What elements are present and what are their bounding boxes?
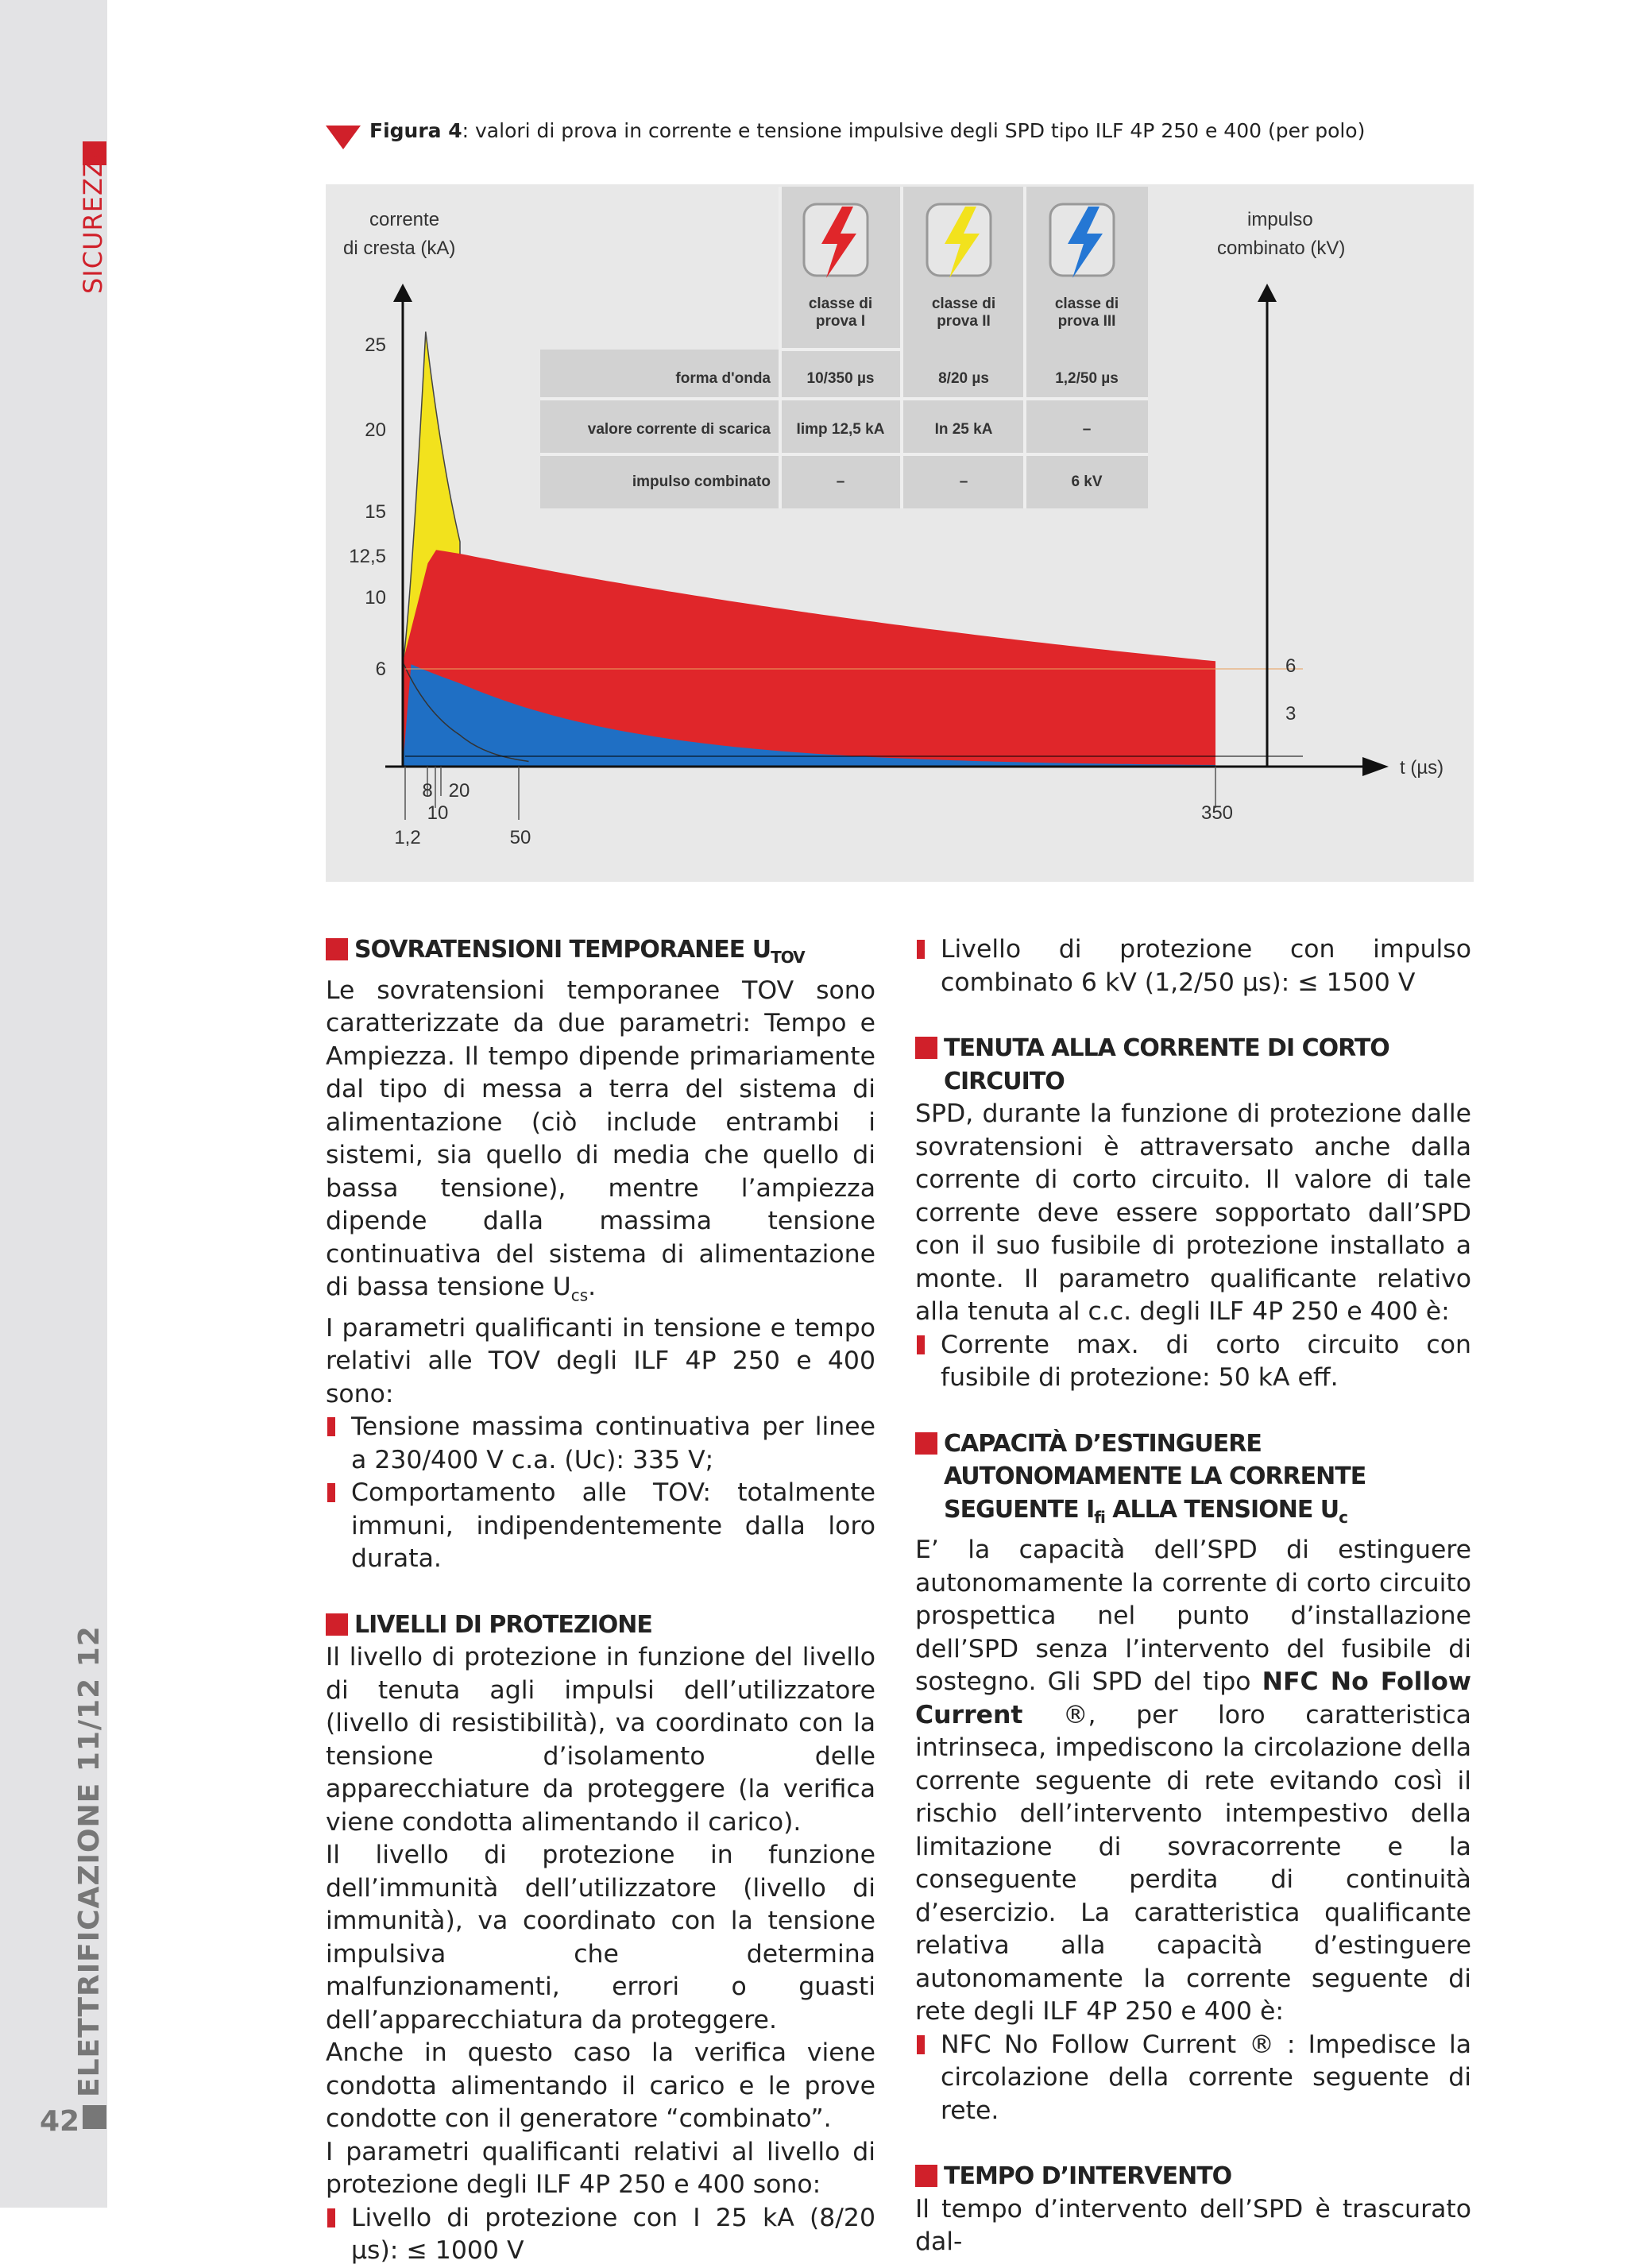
page-number: 42 xyxy=(40,2105,80,2138)
left-column xyxy=(326,933,875,2268)
list-protection xyxy=(326,2202,875,2268)
class-3-line1: classe di xyxy=(1054,296,1119,312)
heading-response-time: TEMPO D’INTERVENTO xyxy=(915,2160,1471,2193)
heading-square-icon xyxy=(326,938,348,960)
x-tick-20: 20 xyxy=(448,780,470,802)
class-1-icon xyxy=(804,204,868,278)
list-short-circuit xyxy=(915,1329,1471,1395)
left-tick-6: 6 xyxy=(375,659,386,680)
cell-combined-2: – xyxy=(959,473,968,490)
magazine-marker xyxy=(83,2105,106,2129)
paragraph-response-time: Il tempo d’intervento dell’SPD è trascurato dal- xyxy=(915,2194,1471,2256)
cell-combined-1: – xyxy=(836,473,845,490)
cell-waveform-2: 8/20 µs xyxy=(938,370,989,387)
list-protection-cont xyxy=(915,933,1471,999)
surge-chart xyxy=(326,184,1474,882)
list-extinguish xyxy=(915,2029,1471,2128)
x-tick-50: 50 xyxy=(509,827,531,848)
section-label: SICUREZZA xyxy=(78,141,108,294)
list-tov xyxy=(326,1411,875,1576)
x-tick-1-2: 1,2 xyxy=(394,827,421,848)
cell-current-3: – xyxy=(1082,421,1092,438)
class-1-line1: classe di xyxy=(808,296,873,312)
class-3-icon xyxy=(1050,204,1114,278)
paragraph-protection-4: I parametri qualificanti relativi al livello di protezione degli ILF 4P 250 e 400 sono: xyxy=(326,2137,875,2200)
figure-caption xyxy=(369,119,1365,142)
row-label-waveform: forma d'onda xyxy=(675,370,771,387)
bullet-bar-icon xyxy=(917,2035,925,2054)
x-axis-arrow-icon xyxy=(1362,757,1389,776)
left-axis-label-1: corrente xyxy=(369,209,440,230)
cell-waveform-3: 1,2/50 µs xyxy=(1055,370,1119,387)
figure-caption-text: : valori di prova in corrente e tensione impulsive degli SPD tipo ILF 4P 250 e 400 (per polo) xyxy=(462,119,1366,142)
x-tick-8: 8 xyxy=(422,780,433,802)
heading-extinguish: CAPACITÀ D’ESTINGUERE AUTONOMAMENTE LA CORRENTE SEGUENTE $I_{fi}$ ALLA TENSIONE $U_c$ xyxy=(915,1428,1471,1535)
class-2-line1: classe di xyxy=(931,296,996,312)
right-tick-6: 6 xyxy=(1285,655,1297,677)
heading-square-icon xyxy=(915,1432,937,1455)
heading-protection-levels: LIVELLI DI PROTEZIONE xyxy=(326,1609,875,1642)
caption-triangle-icon xyxy=(326,126,361,149)
left-tick-10: 10 xyxy=(365,587,386,609)
list-item: Corrente max. di corto circuito con fusibile di protezione: 50 kA eff. xyxy=(915,1329,1471,1395)
cell-current-2: In 25 kA xyxy=(934,421,993,438)
paragraph-protection-1: Il livello di protezione in funzione del livello di tenuta agli impulsi dell’utilizzatore (livello di resistibilità), va coordinato con la tensione d’isolamento delle apparecchiature da proteggere (la verifica viene condotta alimentando il carico). xyxy=(326,1643,875,1837)
class-2-icon xyxy=(927,204,991,278)
left-axis-arrow-icon xyxy=(393,284,412,302)
right-tick-3: 3 xyxy=(1285,703,1297,724)
x-tick-10: 10 xyxy=(427,802,449,824)
bullet-bar-icon xyxy=(327,2208,335,2227)
magazine-label: ELETTRIFICAZIONE 11/12 12 xyxy=(73,1625,106,2097)
bullet-bar-icon xyxy=(917,1335,925,1354)
heading-tov: SOVRATENSIONI TEMPORANEE $U_{TOV}$ xyxy=(326,933,875,975)
cell-waveform-1: 10/350 µs xyxy=(806,370,875,387)
left-tick-15: 15 xyxy=(365,501,386,523)
left-tick-12-5: 12,5 xyxy=(349,546,386,567)
class-3-line2: prova III xyxy=(1057,313,1116,330)
figure-label: Figura 4 xyxy=(369,119,462,142)
left-tick-25: 25 xyxy=(365,334,386,356)
bullet-bar-icon xyxy=(327,1417,335,1436)
paragraph-protection-2: Il livello di protezione in funzione dell’immunità dell’utilizzatore (livello di immunità), va coordinato con la tensione impulsiva che determina malfunzionamenti, errori o guasti dell’apparecchiatura da proteggere. xyxy=(326,1841,875,2034)
right-column xyxy=(915,933,1471,2259)
bullet-bar-icon xyxy=(917,940,925,959)
right-axis-arrow-icon xyxy=(1258,284,1277,302)
row-label-current: valore corrente di scarica xyxy=(587,421,771,438)
right-axis-label-2: combinato (kV) xyxy=(1217,238,1346,259)
x-tick-350: 350 xyxy=(1200,802,1234,824)
class-2-line2: prova II xyxy=(937,313,991,330)
paragraph-tov: Le sovratensioni temporanee TOV sono caratterizzate da due parametri: Tempo e Ampiezza. Il tempo dipende primariamente dal tipo di messa a terra del sistema di alimentazione (ciò include entrambi i sistemi, sia quello di media che quello di bassa tensione), mentre l’ampiezza dipende dalla massima tensione continuativa del sistema di alimentazione di bassa tensione $U_{cs}$. xyxy=(326,976,875,1305)
heading-square-icon xyxy=(326,1613,348,1636)
heading-short-circuit: TENUTA ALLA CORRENTE DI CORTO CIRCUITO xyxy=(915,1032,1471,1098)
paragraph-extinguish: E’ la capacità dell’SPD di estinguere autonomamente la corrente di corto circuito prospettica nel punto d’installazione dell’SPD senza l’intervento del fusibile di sostegno. Gli SPD del tipo NFC No Follow Current ®, per loro caratteristica intrinseca, impediscono la circolazione della corrente seguente di rete evitando così il rischio dell’intervento intempestivo della limitazione di sovracorrente e la conseguente perdita di continuità d’esercizio. La caratteristica qualificante relativa alla capacità d’estinguere autonomamente la corrente seguente di rete degli ILF 4P 250 e 400 è: xyxy=(915,1536,1471,2026)
right-axis-label-1: impulso xyxy=(1247,209,1313,230)
paragraph-protection-3: Anche in questo caso la verifica viene condotta alimentando il carico e le prove condotte con il generatore “combinato”. xyxy=(326,2038,875,2134)
heading-square-icon xyxy=(915,1037,937,1059)
heading-square-icon xyxy=(915,2165,937,2187)
row-label-combined: impulso combinato xyxy=(632,473,771,490)
class-1-line2: prova I xyxy=(815,313,866,330)
cell-current-1: Iimp 12,5 kA xyxy=(796,421,885,438)
list-item: Comportamento alle TOV: totalmente immuni, indipendentemente dalla loro durata. xyxy=(326,1477,875,1576)
paragraph-tov-params: I parametri qualificanti in tensione e tempo relativi alle TOV degli ILF 4P 250 e 400 sono: xyxy=(326,1313,875,1408)
list-item: NFC No Follow Current ® : Impedisce la circolazione della corrente seguente di rete. xyxy=(915,2029,1471,2128)
left-tick-20: 20 xyxy=(365,419,386,441)
list-item: Livello di protezione con I 25 kA (8/20 µs): ≤ 1000 V xyxy=(326,2202,875,2268)
list-item: Livello di protezione con impulso combinato 6 kV (1,2/50 µs): ≤ 1500 V xyxy=(915,933,1471,999)
left-axis-label-2: di cresta (kA) xyxy=(343,238,456,259)
list-item: Tensione massima continuativa per linee a 230/400 V c.a. (Uc): 335 V; xyxy=(326,1411,875,1477)
bullet-bar-icon xyxy=(327,1483,335,1502)
x-axis-label: t (µs) xyxy=(1400,757,1444,779)
cell-combined-3: 6 kV xyxy=(1071,473,1103,490)
paragraph-short-circuit: SPD, durante la funzione di protezione dalle sovratensioni è attraversato anche dalla corrente di corto circuito. Il valore di tale corrente deve essere sopportato dall’SPD con il suo fusibile di protezione installato a monte. Il parametro qualificante relativo alla tenuta al c.c. degli ILF 4P 250 e 400 è: xyxy=(915,1099,1471,1326)
